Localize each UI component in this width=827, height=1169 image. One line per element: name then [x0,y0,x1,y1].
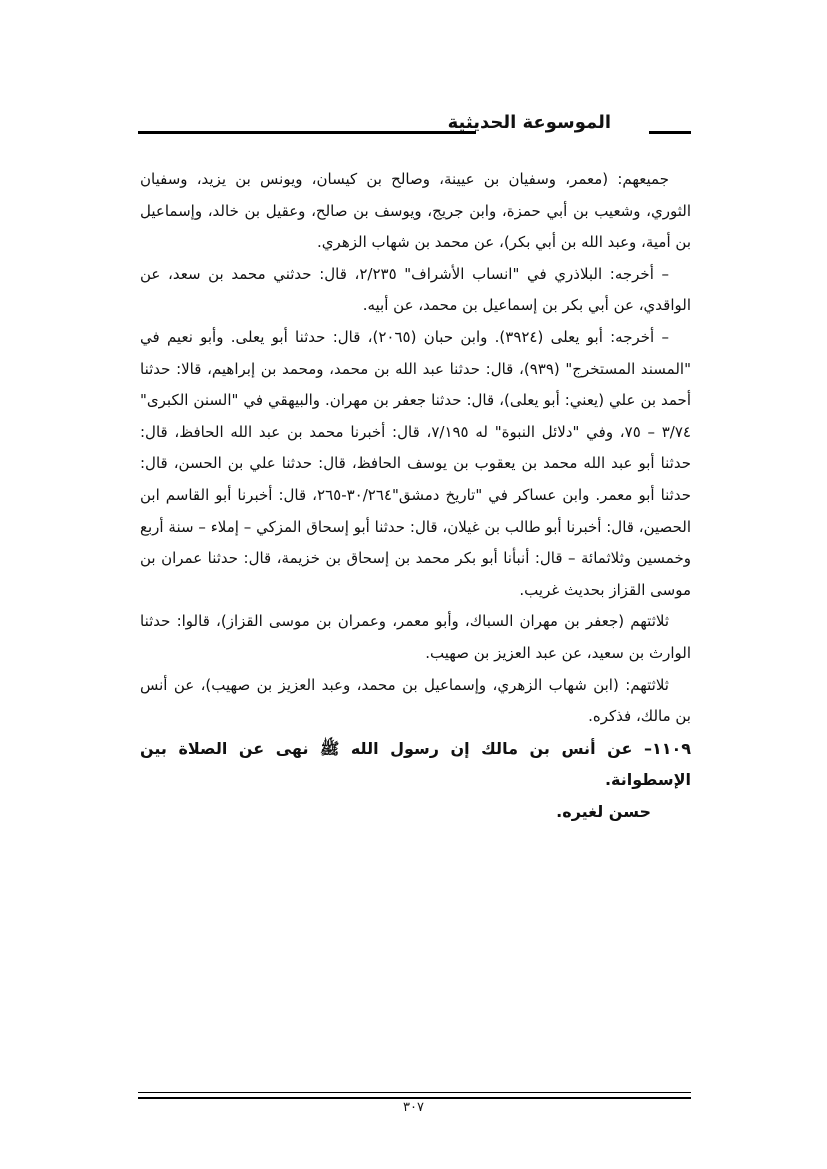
footer-rule-thick [138,1097,691,1099]
header-rule-left [138,131,476,134]
header-title: الموسوعة الحديثية [447,112,611,133]
paragraph-three-zuhri: ثلاثتهم: (ابن شهاب الزهري، وإسماعيل بن محمد، وعبد العزيز بن صهيب)، عن أنس بن مالك، فذكره. [140,675,691,726]
paragraph-abu-yala: – أخرجه: أبو يعلى (٣٩٢٤). وابن حبان (٢٠٦٥)، قال: حدثنا أبو يعلى. وأبو نعيم في "المسند المستخرج" (٩٣٩)، قال: حدثنا عبد الله بن محمد، ومحمد بن إبراهيم، قالا: حدثنا أحمد بن علي (يعني: أبو يعلى)، قال: حدثنا جعفر بن مهران. والبيهقي في "السنن الكبرى" ٣/٧٤ – ٧٥، وفي "دلائل النبوة" له ٧/١٩٥، قال: أخبرنا محمد بن عبد الله الحافظ، قال: حدثنا أبو عبد الله محمد بن يعقوب بن يوسف الحافظ، قال: حدثنا علي بن الحسن، قال: حدثنا أبو معمر. وابن عساكر في "تاريخ دمشق"٣٠/٢٦٤-٢٦٥، قال: أخبرنا أبو القاسم ابن الحصين، قال: أخبرنا أبو طالب بن غيلان، قال: حدثنا أبو إسحاق المزكي – إملاء – سنة أربع وخمسين وثلاثمائة – قال: أنبأنا أبو بكر محمد بن إسحاق بن خزيمة، قال: حدثنا عمران بن موسى القزاز بحديث غريب. [140,327,691,599]
paragraph-three-jafar: ثلاثتهم (جعفر بن مهران السباك، وأبو معمر، وعمران بن موسى القزاز)، قالوا: حدثنا الوارث بن سعيد، عن عبد العزيز بن صهيب. [140,612,691,662]
page-body [140,164,691,827]
footer-rule-thin [138,1092,691,1093]
paragraph-narrators: جميعهم: (معمر، وسفيان بن عيينة، وصالح بن كيسان، ويونس بن يزيد، وسفيان الثوري، وشعيب بن أبي حمزة، وابن جريج، ويوسف بن صالح، وعقيل بن خالد، وإسماعيل بن أمية، وعبد الله بن أبي بكر)، عن محمد بن شهاب الزهري. [140,170,691,252]
paragraph-baladhuri: – أخرجه: البلاذري في "انساب الأشراف" ٢/٢٣٥، قال: حدثني محمد بن سعد، عن الواقدي، عن أبي بكر بن إسماعيل بن محمد، عن أبيه. [140,264,691,315]
page-header [138,112,691,142]
page-number: ٣٠٧ [403,1100,424,1115]
header-rule-right [649,131,691,134]
hadith-grade: حسن لغيره. [556,801,651,821]
hadith-1109: ١١٠٩– عن أنس بن مالك إن رسول الله ﷺ نهى عن الصلاة بين الإسطوانة. [140,738,691,790]
